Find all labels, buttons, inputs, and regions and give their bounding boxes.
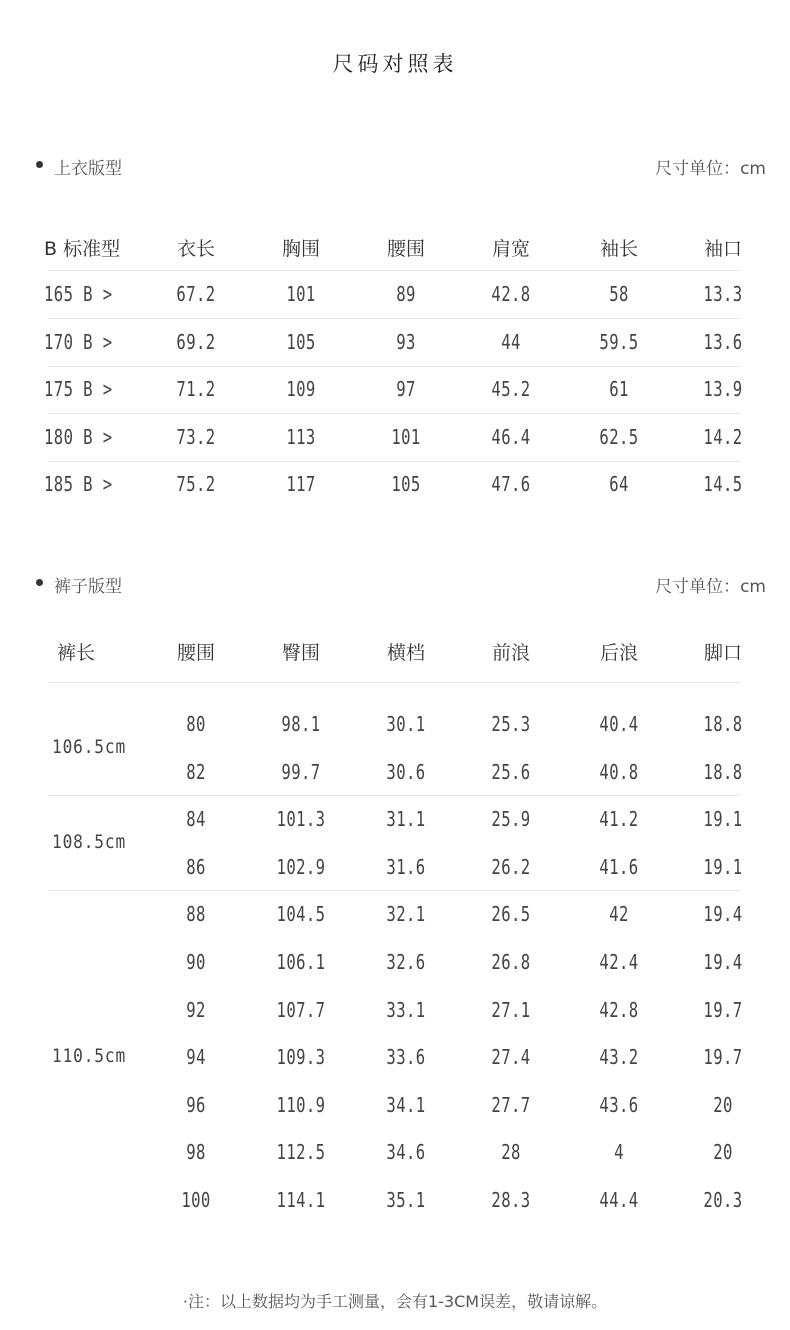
top-section-title: 上衣版型: [54, 159, 122, 179]
table-cell: 101: [391, 424, 421, 449]
column-header: 衣长: [176, 238, 216, 260]
table-cell: 27.4: [491, 1045, 531, 1070]
row-divider: [48, 413, 740, 414]
column-header: 肩宽: [491, 238, 531, 260]
table-cell: 19.1: [703, 807, 743, 832]
table-cell: 41.6: [599, 854, 639, 879]
length-group-label: 110.5cm: [52, 1045, 127, 1068]
table-cell: 35.1: [386, 1188, 426, 1212]
table-cell: 100: [181, 1188, 211, 1212]
table-cell: 73.2: [176, 424, 216, 449]
table-cell: 45.2: [491, 377, 531, 401]
table-cell: 42: [609, 902, 629, 927]
table-cell: 30.6: [386, 759, 426, 784]
table-cell: 102.9: [276, 854, 326, 879]
table-cell: 90: [186, 950, 206, 974]
table-cell: 18.8: [703, 712, 743, 736]
table-cell: 80: [186, 712, 206, 736]
table-cell: 114.1: [276, 1188, 326, 1212]
table-cell: 19.4: [703, 902, 743, 927]
measurement-note: ·注：以上数据均为手工测量，会有1-3CM误差，敬请谅解。: [182, 1292, 608, 1311]
column-header: B 标准型: [44, 238, 121, 260]
row-divider: [48, 890, 740, 891]
table-cell: 75.2: [176, 472, 216, 496]
table-cell: 86: [186, 854, 206, 879]
row-divider: [48, 682, 740, 683]
table-cell: 20: [713, 1092, 733, 1117]
table-cell: 25.9: [491, 807, 531, 832]
table-cell: 98.1: [281, 712, 321, 736]
table-cell: 42.4: [599, 950, 639, 974]
table-cell: 44.4: [599, 1188, 639, 1212]
top-section-unit: 尺寸单位：cm: [655, 159, 766, 179]
column-header: 胸围: [281, 238, 321, 260]
table-cell: 59.5: [599, 329, 639, 354]
length-group-label: 108.5cm: [52, 831, 127, 853]
size-label: 180 B >: [44, 424, 113, 449]
table-cell: 25.3: [491, 712, 531, 736]
row-divider: [48, 318, 740, 319]
column-header: 脚口: [703, 642, 743, 664]
table-cell: 109.3: [276, 1045, 326, 1070]
table-cell: 26.2: [491, 854, 531, 879]
column-header: 臀围: [281, 642, 321, 664]
table-cell: 97: [396, 377, 416, 401]
table-cell: 32.6: [386, 950, 426, 974]
bullet-icon: [36, 579, 43, 586]
table-cell: 33.1: [386, 997, 426, 1022]
column-header: 腰围: [386, 238, 426, 260]
row-divider: [48, 461, 740, 462]
table-cell: 41.2: [599, 807, 639, 832]
table-cell: 94: [186, 1045, 206, 1070]
length-group-label: 106.5cm: [52, 735, 127, 758]
table-cell: 89: [396, 282, 416, 306]
table-cell: 43.2: [599, 1045, 639, 1070]
table-cell: 106.1: [276, 950, 326, 974]
table-cell: 42.8: [491, 282, 531, 306]
table-cell: 47.6: [491, 472, 531, 496]
table-cell: 99.7: [281, 759, 321, 784]
column-header: 后浪: [599, 642, 639, 664]
table-cell: 4: [614, 1140, 624, 1165]
table-cell: 104.5: [276, 902, 326, 927]
table-cell: 110.9: [276, 1092, 326, 1117]
column-header: 裤长: [57, 642, 96, 664]
table-cell: 61: [609, 377, 629, 401]
row-divider: [48, 270, 740, 271]
table-cell: 19.7: [703, 1045, 743, 1070]
table-cell: 107.7: [276, 997, 326, 1022]
table-cell: 42.8: [599, 997, 639, 1022]
size-label: 185 B >: [44, 472, 113, 496]
table-cell: 62.5: [599, 424, 639, 449]
table-cell: 105: [391, 472, 421, 496]
table-cell: 34.1: [386, 1092, 426, 1117]
size-label: 175 B >: [44, 377, 113, 401]
table-cell: 69.2: [176, 329, 216, 354]
table-cell: 71.2: [176, 377, 216, 401]
table-cell: 31.1: [386, 807, 426, 832]
table-cell: 14.5: [703, 472, 743, 496]
column-header: 横档: [386, 642, 426, 664]
bottom-section-title: 裤子版型: [54, 577, 122, 597]
row-divider: [48, 795, 740, 796]
table-cell: 58: [609, 282, 629, 306]
table-cell: 109: [286, 377, 316, 401]
table-cell: 27.7: [491, 1092, 531, 1117]
table-cell: 34.6: [386, 1140, 426, 1165]
table-cell: 40.8: [599, 759, 639, 784]
table-cell: 13.6: [703, 329, 743, 354]
row-divider: [48, 366, 740, 367]
table-cell: 18.8: [703, 759, 743, 784]
size-label: 165 B >: [44, 282, 113, 306]
table-cell: 20.3: [703, 1188, 743, 1212]
table-cell: 33.6: [386, 1045, 426, 1070]
column-header: 前浪: [491, 642, 531, 664]
bottom-section-header: [36, 572, 766, 598]
table-cell: 28.3: [491, 1188, 531, 1212]
table-cell: 32.1: [386, 902, 426, 927]
table-cell: 13.3: [703, 282, 743, 306]
table-cell: 20: [713, 1140, 733, 1165]
table-cell: 98: [186, 1140, 206, 1165]
table-cell: 44: [501, 329, 521, 354]
table-cell: 43.6: [599, 1092, 639, 1117]
table-cell: 67.2: [176, 282, 216, 306]
table-cell: 46.4: [491, 424, 531, 449]
table-cell: 113: [286, 424, 316, 449]
table-cell: 26.8: [491, 950, 531, 974]
table-cell: 82: [186, 759, 206, 784]
table-cell: 117: [286, 472, 316, 496]
table-cell: 19.4: [703, 950, 743, 974]
table-cell: 13.9: [703, 377, 743, 401]
table-cell: 25.6: [491, 759, 531, 784]
table-cell: 40.4: [599, 712, 639, 736]
table-cell: 92: [186, 997, 206, 1022]
table-cell: 30.1: [386, 712, 426, 736]
table-cell: 31.6: [386, 854, 426, 879]
page-title: 尺码对照表: [332, 52, 458, 76]
table-cell: 93: [396, 329, 416, 354]
table-cell: 112.5: [276, 1140, 326, 1165]
column-header: 袖长: [599, 238, 639, 260]
table-cell: 19.7: [703, 997, 743, 1022]
table-cell: 101: [286, 282, 316, 306]
size-label: 170 B >: [44, 329, 113, 354]
table-cell: 96: [186, 1092, 206, 1117]
table-cell: 28: [501, 1140, 521, 1165]
top-section-header: [36, 154, 766, 180]
table-cell: 27.1: [491, 997, 531, 1022]
table-cell: 88: [186, 902, 206, 927]
bottom-section-unit: 尺寸单位：cm: [655, 577, 766, 597]
table-cell: 101.3: [276, 807, 326, 832]
table-cell: 84: [186, 807, 206, 832]
table-cell: 19.1: [703, 854, 743, 879]
table-cell: 105: [286, 329, 316, 354]
column-header: 腰围: [176, 642, 216, 664]
table-cell: 14.2: [703, 424, 743, 449]
table-cell: 26.5: [491, 902, 531, 927]
table-cell: 64: [609, 472, 629, 496]
bullet-icon: [36, 161, 43, 168]
column-header: 袖口: [703, 238, 743, 260]
